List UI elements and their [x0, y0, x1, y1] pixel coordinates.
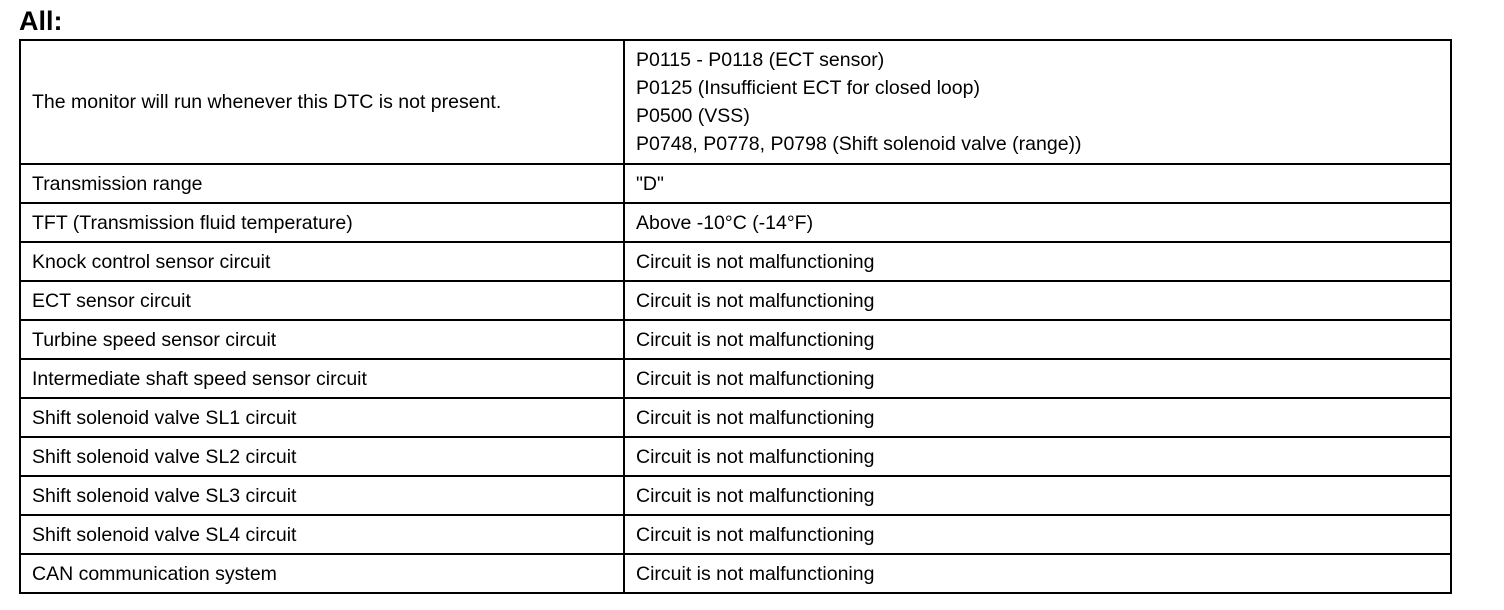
table-row	[20, 203, 1451, 242]
value-cell: Circuit is not malfunctioning	[624, 281, 1451, 320]
table-row	[20, 476, 1451, 515]
dtc-item: P0500 (VSS)	[636, 105, 750, 127]
item-cell: Intermediate shaft speed sensor circuit	[20, 359, 624, 398]
table-row	[20, 320, 1451, 359]
item-cell: Turbine speed sensor circuit	[20, 320, 624, 359]
item-cell: Shift solenoid valve SL3 circuit	[20, 476, 624, 515]
item-cell: Shift solenoid valve SL1 circuit	[20, 398, 624, 437]
item-cell: Transmission range	[20, 164, 624, 203]
value-cell: Circuit is not malfunctioning	[624, 242, 1451, 281]
value-cell: Circuit is not malfunctioning	[624, 476, 1451, 515]
item-cell: Shift solenoid valve SL2 circuit	[20, 437, 624, 476]
item-cell: ECT sensor circuit	[20, 281, 624, 320]
item-cell: TFT (Transmission fluid temperature)	[20, 203, 624, 242]
value-cell: Circuit is not malfunctioning	[624, 359, 1451, 398]
table-row	[20, 398, 1451, 437]
value-cell: Circuit is not malfunctioning	[624, 437, 1451, 476]
value-cell: Circuit is not malfunctioning	[624, 398, 1451, 437]
dtc-item: P0115 - P0118 (ECT sensor)	[636, 49, 885, 71]
table-row	[20, 242, 1451, 281]
value-cell: Circuit is not malfunctioning	[624, 320, 1451, 359]
table-row	[20, 437, 1451, 476]
monitor-conditions-table	[19, 39, 1452, 594]
table-row	[20, 515, 1451, 554]
item-cell: Knock control sensor circuit	[20, 242, 624, 281]
table-row-dtc-not-present	[20, 40, 1451, 164]
value-cell: "D"	[624, 164, 1451, 203]
value-cell: Circuit is not malfunctioning	[624, 554, 1451, 593]
value-cell: Circuit is not malfunctioning	[624, 515, 1451, 554]
item-cell: CAN communication system	[20, 554, 624, 593]
table-row	[20, 359, 1451, 398]
table-row	[20, 554, 1451, 593]
section-heading: All:	[19, 6, 63, 36]
dtc-list-cell	[624, 40, 1451, 164]
table-row	[20, 281, 1451, 320]
value-cell: Above -10°C (-14°F)	[624, 203, 1451, 242]
dtc-item: P0125 (Insufficient ECT for closed loop)	[636, 77, 980, 99]
condition-cell: The monitor will run whenever this DTC is not present.	[20, 40, 624, 164]
item-cell: Shift solenoid valve SL4 circuit	[20, 515, 624, 554]
dtc-item: P0748, P0778, P0798 (Shift solenoid valve (range))	[636, 133, 1082, 155]
table-row	[20, 164, 1451, 203]
